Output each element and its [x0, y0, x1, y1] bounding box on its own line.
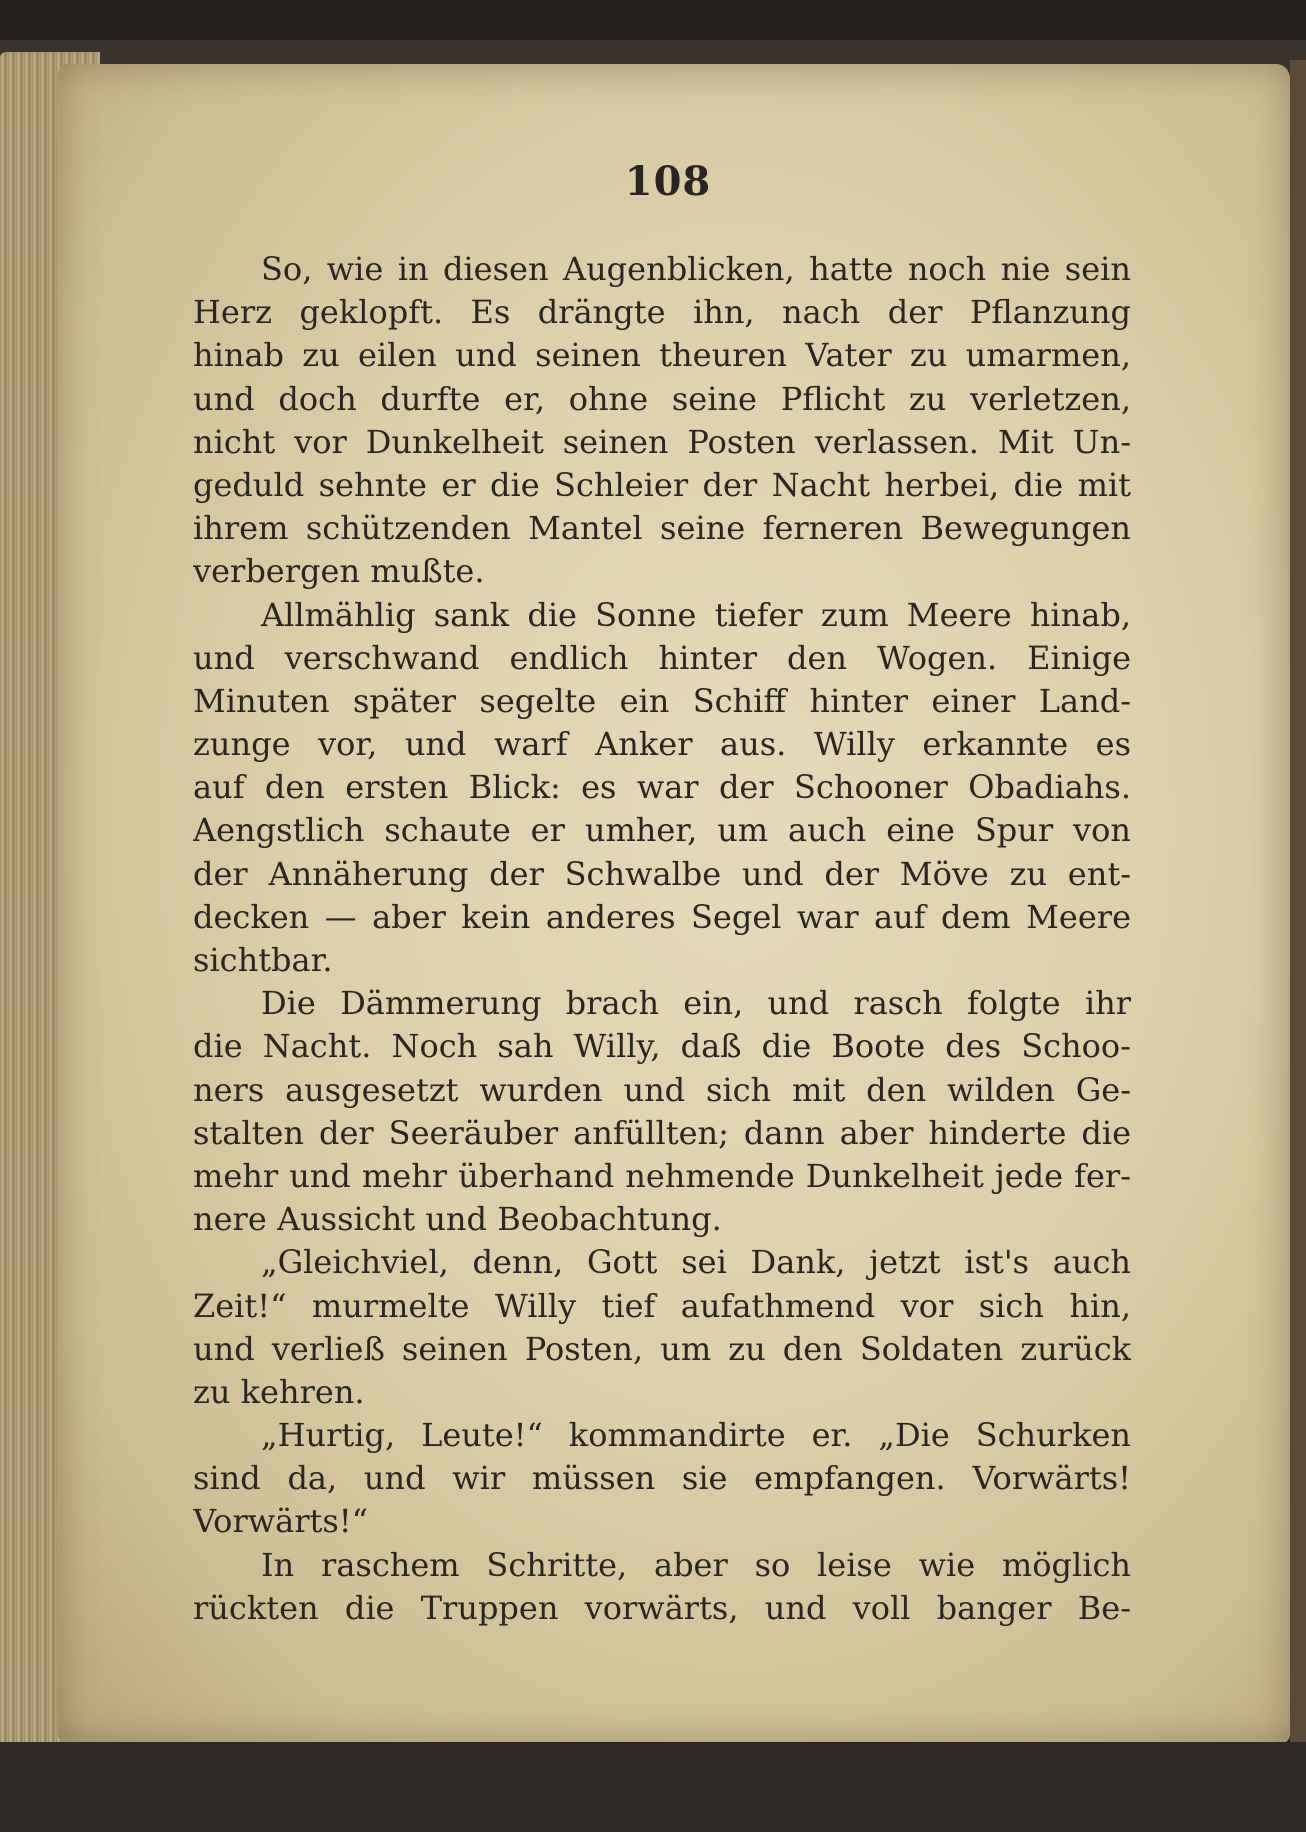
text-line: verbergen mußte.	[193, 552, 485, 591]
text-line: stalten der Seeräuber anfüllten; dann aber hinderte die	[193, 1113, 1131, 1152]
text-line: mehr und mehr überhand nehmende Dunkelheit jede fer-	[193, 1156, 1131, 1195]
text-line: nicht vor Dunkelheit seinen Posten verlassen. Mit Un-	[193, 422, 1131, 461]
book-cover-bottom-edge	[0, 1742, 1306, 1832]
text-line: Allmählig sank die Sonne tiefer zum Meere hinab,	[261, 595, 1131, 634]
book-right-edge	[1290, 60, 1306, 1750]
text-line: sichtbar.	[193, 941, 333, 979]
text-line: auf den ersten Blick: es war der Schooner Obadiahs.	[193, 768, 1131, 807]
text-line: Minuten später segelte ein Schiff hinter einer Land-	[193, 681, 1131, 720]
text-line: Zeit!“ murmelte Willy tief aufathmend vor sich hin,	[193, 1286, 1131, 1325]
text-line: hinab zu eilen und seinen theuren Vater zu umarmen,	[193, 336, 1131, 375]
text-line: geduld sehnte er die Schleier der Nacht herbei, die mit	[193, 465, 1131, 504]
text-line: Die Dämmerung brach ein, und rasch folgte ihr	[261, 984, 1131, 1023]
text-line: Aengstlich schaute er umher, um auch eine Spur von	[193, 811, 1131, 850]
page-text-block	[193, 248, 1131, 1630]
text-line: Herz geklopft. Es drängte ihn, nach der Pflanzung	[193, 293, 1131, 332]
text-line: sind da, und wir müssen sie empfangen. Vorwärts!	[193, 1459, 1131, 1498]
text-line: „Gleichviel, denn, Gott sei Dank, jetzt ist's auch	[261, 1243, 1131, 1282]
page-number: 108	[624, 158, 712, 205]
text-line: und verließ seinen Posten, um zu den Soldaten zurück	[193, 1329, 1131, 1368]
text-line: rückten die Truppen vorwärts, und voll banger Be-	[193, 1588, 1131, 1627]
text-line: In raschem Schritte, aber so leise wie möglich	[261, 1545, 1131, 1584]
text-line: decken — aber kein anderes Segel war auf dem Meere	[193, 897, 1131, 936]
text-line: ihrem schützenden Mantel seine ferneren Bewegungen	[193, 509, 1131, 548]
text-line: und doch durfte er, ohne seine Pflicht zu verletzen,	[193, 379, 1131, 418]
text-line: zunge vor, und warf Anker aus. Willy erkannte es	[193, 725, 1131, 764]
text-line: zu kehren.	[193, 1372, 365, 1411]
text-line: „Hurtig, Leute!“ kommandirte er. „Die Schurken	[261, 1416, 1131, 1455]
text-line: und verschwand endlich hinter den Wogen. Einige	[193, 638, 1131, 677]
text-line: Vorwärts!“	[193, 1502, 368, 1541]
text-line: der Annäherung der Schwalbe und der Möve zu ent-	[193, 854, 1131, 893]
text-line: ners ausgesetzt wurden und sich mit den wilden Ge-	[193, 1070, 1131, 1109]
text-line: nere Aussicht und Beobachtung.	[193, 1200, 722, 1239]
text-line: So, wie in diesen Augenblicken, hatte noch nie sein	[261, 250, 1131, 288]
text-line: die Nacht. Noch sah Willy, daß die Boote des Schoo-	[193, 1027, 1131, 1066]
